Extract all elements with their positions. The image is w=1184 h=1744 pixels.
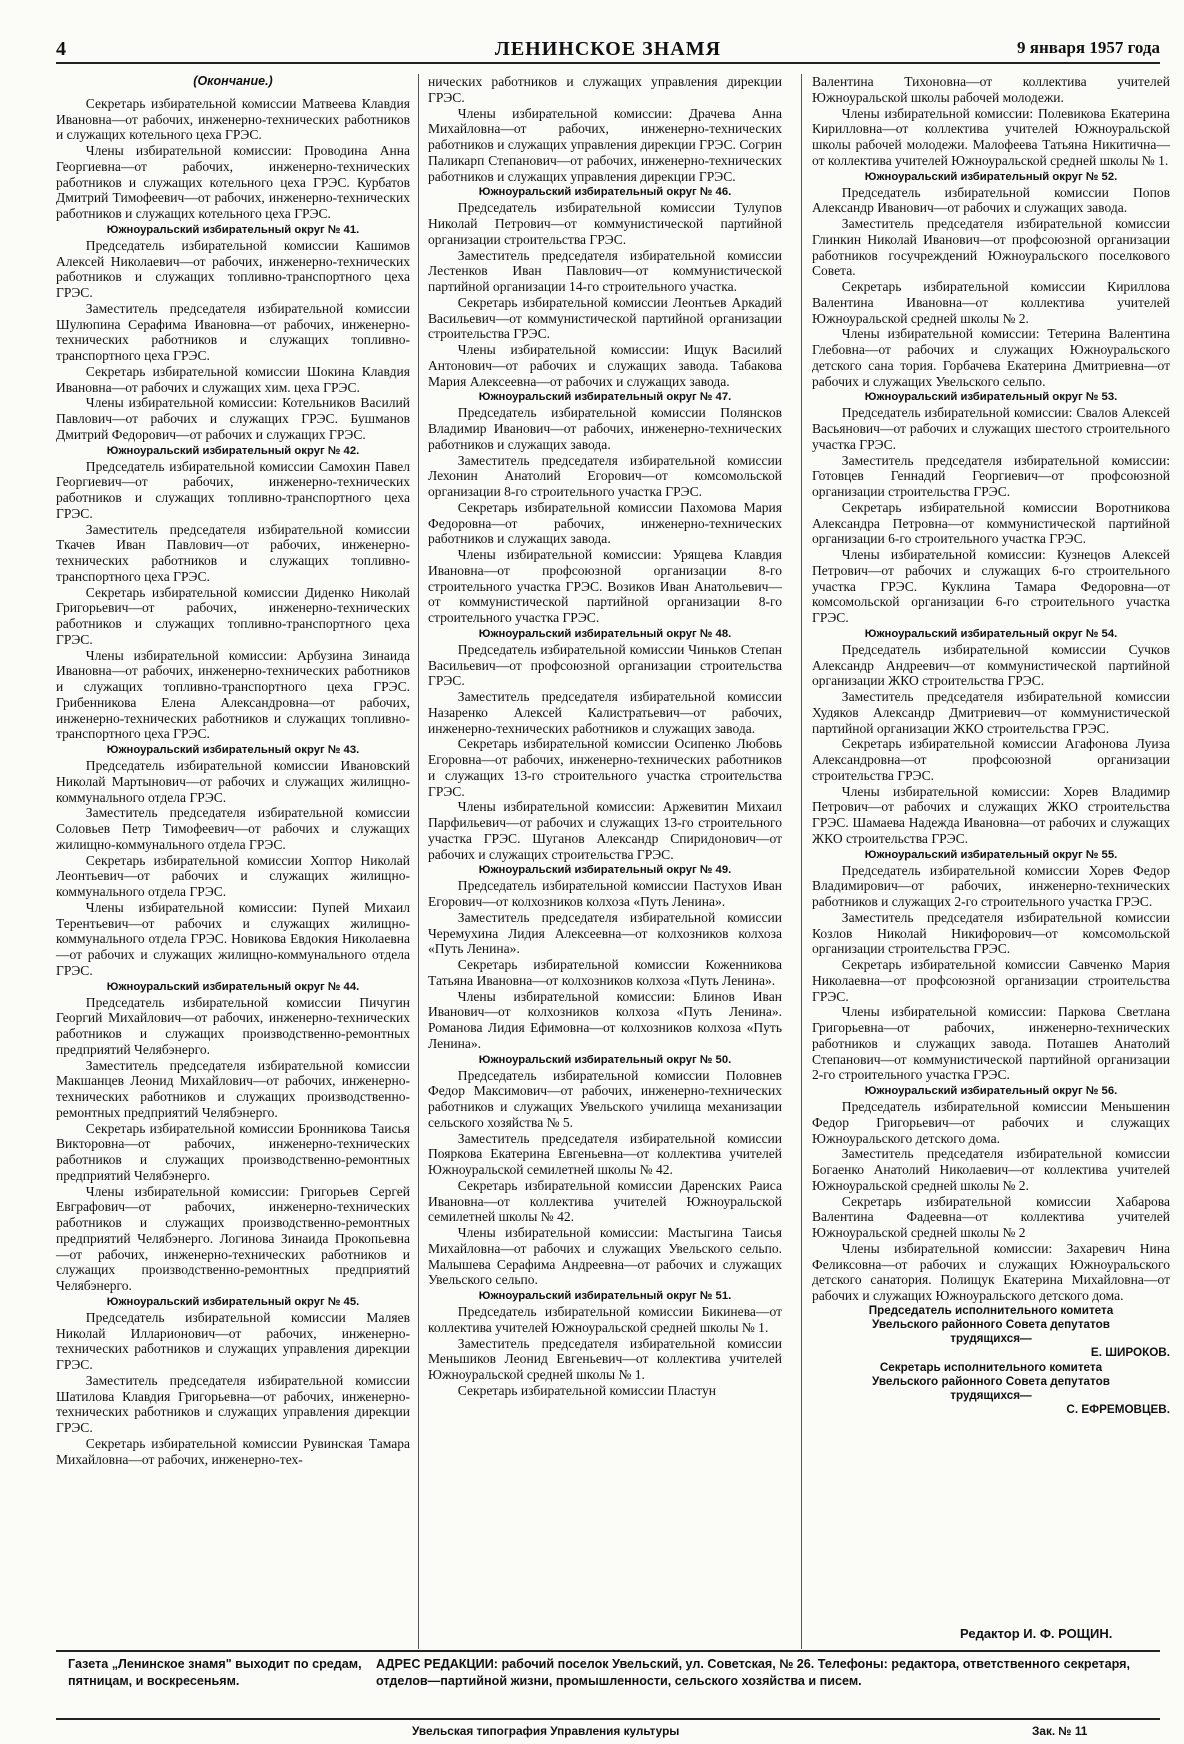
commission-paragraph: Заместитель председателя избирательной комиссии Меньшиков Леонид Евгеньевич—от коллектива учителей Южноуральской средней школы № 1. <box>428 1335 782 1382</box>
commission-paragraph: Секретарь избирательной комиссии Савченко Мария Николаевна—от профсоюзной организации строительства ГРЭС. <box>812 957 1170 1004</box>
commission-paragraph: Секретарь избирательной комиссии Осипенко Любовь Егоровна—от рабочих, инженерно-технических работников и служащих 13-го строительного участка строительства ГРЭС. <box>428 736 782 799</box>
commission-paragraph: Члены избирательной комиссии: Блинов Иван Иванович—от колхозников колхоза «Путь Ленина». Романова Лидия Ефимовна—от колхозников колхоза «Путь Ленина». <box>428 988 782 1051</box>
commission-paragraph: Секретарь избирательной комиссии Воротникова Александра Петровна—от коммунистической партийной организации 6-го строительного участка ГРЭС. <box>812 499 1170 547</box>
commission-paragraph: Члены избирательной комиссии: Григорьев Сергей Евграфович—от рабочих, инженерно-технических работников и служащих производственно-ремонтных предприятий Челябэнерго. Логинова Зинаида Прокопьевна—от рабочих, инженерно-технических работников и служащих производственно-ремонтных предприятий Челябэнерго. <box>56 1183 410 1293</box>
commission-paragraph: Председатель избирательной комиссии Ивановский Николай Мартынович—от рабочих и служащих жилищно-коммунального отдела ГРЭС. <box>56 758 410 805</box>
commission-paragraph: Заместитель председателя избирательной комиссии Макшанцев Леонид Михайлович—от рабочих, инженерно-технических работников и служащих производственно-ремонтных предприятий Челябэнерго. <box>56 1057 410 1120</box>
signature-block <box>812 1304 1170 1418</box>
commission-paragraph: Председатель избирательной комиссии Чиньков Степан Васильевич—от профсоюзной организации строительства ГРЭС. <box>428 641 782 689</box>
page-header <box>56 38 1160 58</box>
commission-paragraph: Председатель избирательной комиссии Хорев Федор Владимирович—от рабочих, инженерно-технических работников и служащих 2-го строительного участка ГРЭС. <box>812 862 1170 909</box>
signature-line: Секретарь исполнительного комитета <box>879 1360 1103 1374</box>
commission-paragraph: Секретарь избирательной комиссии Агафонова Луиза Александровна—от профсоюзной организации строительства ГРЭС. <box>812 736 1170 783</box>
commission-paragraph: Члены избирательной комиссии: Кузнецов Алексей Петрович—от рабочих и служащих 6-го строительного участка ГРЭС. Куклина Тамара Федоровна—от комсомольской организации 6-го строительного участка ГРЭС. <box>812 547 1170 625</box>
signatory-name: С. ЕФРЕМОВЦЕВ. <box>1066 1403 1170 1417</box>
district-heading: Южноуральский избирательный округ № 44. <box>106 980 360 993</box>
commission-paragraph: Секретарь избирательной комиссии Пахомова Мария Федоровна—от рабочих, инженерно-технических работников и служащих завода. <box>428 499 782 547</box>
commission-paragraph: Председатель избирательной комиссии Тулупов Николай Петрович—от коммунистической партийной организации строительства ГРЭС. <box>428 200 782 247</box>
publication-schedule: Газета „Ленинское знамя" выходит по средам, пятницам, и воскресеньям. <box>68 1657 362 1688</box>
district-heading: Южноуральский избирательный округ № 48. <box>478 627 732 640</box>
commission-paragraph: Секретарь избирательной комиссии Хабарова Валентина Фадеевна—от коллектива учителей Южноуральской средней школы № 2 <box>812 1193 1170 1240</box>
commission-paragraph: Секретарь избирательной комиссии Бронникова Таисья Викторовна—от рабочих, инженерно-технических работников и служащих производственно-ремонтных предприятий Челябэнерго. <box>56 1120 410 1183</box>
commission-paragraph: Председатель избирательной комиссии Полянсков Владимир Иванович—от рабочих, инженерно-технических работников и служащих завода. <box>428 405 782 452</box>
commission-paragraph: Секретарь избирательной комиссии Хоптор Николай Леонтьевич—от рабочих и служащих жилищно-коммунального отдела ГРЭС. <box>56 852 410 899</box>
commission-paragraph: Члены избирательной комиссии: Мастыгина Таисья Михайловна—от рабочих и служащих Увельского сельпо. Малышева Серафима Андреевна—от рабочих и служащих Увельского сельпо. <box>428 1225 782 1288</box>
commission-paragraph: Члены избирательной комиссии: Арбузина Зинаида Ивановна—от рабочих, инженерно-технических работников и служащих топливно-транспортного цеха ГРЭС. Грибенникова Елена Александровна—от рабочих, инженерно-технических работников и служащих топливно-транспортного цеха ГРЭС. <box>56 647 410 742</box>
page-number: 4 <box>56 38 66 60</box>
editorial-address: АДРЕС РЕДАКЦИИ: рабочий поселок Увельский, ул. Советская, № 26. Телефоны: редактора, ответственного секретаря, отделов—партийной жизни, промышленности, сельского хозяйства и писем. <box>376 1657 1130 1688</box>
commission-paragraph: Члены избирательной комиссии: Урящева Клавдия Ивановна—от профсоюзной организации 8-го строительного участка ГРЭС. Возиков Иван Анатольевич—от коммунистической партийной организации 8-го строительного участка ГРЭС. <box>428 547 782 625</box>
commission-paragraph: Секретарь избирательной комиссии Кириллова Валентина Ивановна—от коллектива учителей Южноуральской средней школы № 2. <box>812 279 1170 326</box>
commission-paragraph: Секретарь избирательной комиссии Пластун <box>457 1382 717 1398</box>
commission-paragraph: Секретарь избирательной комиссии Коженникова Татьяна Ивановна—от колхозников колхоза «Путь Ленина». <box>428 957 782 988</box>
district-heading: Южноуральский избирательный округ № 47. <box>478 391 732 404</box>
signature-line: Увельского районного Совета депутатов <box>872 1374 1110 1388</box>
footer-rule <box>56 1650 1160 1652</box>
commission-paragraph: Председатель избирательной комиссии Меньшенин Федор Григорьевич—от рабочих и служащих Южноуральского детского дома. <box>812 1099 1170 1146</box>
commission-paragraph: Председатель избирательной комиссии Самохин Павел Георгиевич—от рабочих, инженерно-технических работников и служащих топливно-транспортного цеха ГРЭС. <box>56 458 410 521</box>
column-2 <box>428 74 782 1399</box>
commission-paragraph: Заместитель председателя избирательной комиссии Богаенко Анатолий Николаевич—от коллектива учителей Южноуральской средней школы № 2. <box>812 1146 1170 1193</box>
signature-line: Увельского районного Совета депутатов <box>872 1317 1110 1331</box>
district-heading: Южноуральский избирательный округ № 45. <box>106 1295 360 1308</box>
district-heading: Южноуральский избирательный округ № 43. <box>106 744 360 756</box>
commission-paragraph: Члены избирательной комиссии: Ищук Василий Антонович—от рабочих и служащих завода. Табакова Мария Алексеевна—от рабочих и служащих завода. <box>428 342 782 389</box>
commission-paragraph: Председатель избирательной комиссии Сучков Александр Андреевич—от коммунистической партийной организации ЖКО строительства ГРЭС. <box>812 641 1170 689</box>
district-heading: Южноуральский избирательный округ № 41. <box>106 223 360 236</box>
commission-paragraph: Заместитель председателя избирательной комиссии Назаренко Алексей Калистратьевич—от рабочих, инженерно-технических работников и служащих завода. <box>428 689 782 736</box>
commission-paragraph: Председатель избирательной комиссии Половнев Федор Максимович—от рабочих, инженерно-технических работников и служащих Увельского училища механизации сельского хозяйства № 5. <box>428 1067 782 1130</box>
commission-paragraph: Председатель избирательной комиссии Пичугин Георгий Михайлович—от рабочих, инженерно-технических работников и служащих производственно-ремонтных предприятий Челябэнерго. <box>56 994 410 1057</box>
header-rule <box>56 62 1160 64</box>
commission-paragraph: Члены избирательной комиссии: Пупей Михаил Терентьевич—от рабочих и служащих жилищно-коммунального отдела ГРЭС. Новикова Евдокия Николаевна—от рабочих и служащих жилищно-коммунального отдела ГРЭС. <box>56 899 410 978</box>
commission-paragraph: Заместитель председателя избирательной комиссии Соловьев Петр Тимофеевич—от рабочих и служащих жилищно-коммунального отдела ГРЭС. <box>56 805 410 852</box>
commission-paragraph: Секретарь избирательной комиссии Даренских Раиса Ивановна—от коллектива учителей Южноуральской семилетней школы № 42. <box>428 1177 782 1225</box>
editor-credit: Редактор И. Ф. РОЩИН. <box>960 1626 1113 1641</box>
commission-paragraph: Заместитель председателя избирательной комиссии Худяков Александр Дмитриевич—от коммунистической партийной организации ЖКО строительства ГРЭС. <box>812 689 1170 736</box>
order-number: Зак. № 11 <box>1032 1724 1088 1738</box>
commission-paragraph: Члены избирательной комиссии: Хорев Владимир Петрович—от рабочих и служащих ЖКО строительства ГРЭС. Шамаева Надежда Ивановна—от рабочих и служащих ЖКО строительства ГРЭС. <box>812 783 1170 846</box>
commission-paragraph: Секретарь избирательной комиссии Диденко Николай Григорьевич—от рабочих, инженерно-технических работников и служащих топливно-транспортного цеха ГРЭС. <box>56 584 410 647</box>
printer-credit: Увельская типография Управления культуры <box>412 1724 680 1738</box>
commission-paragraph: Члены избирательной комиссии: Проводина Анна Георгиевна—от рабочих, инженерно-технических работников и служащих котельного цеха ГРЭС. Курбатов Дмитрий Тимофеевич—от рабочих, инженерно-технических работников и служащих котельного цеха ГРЭС. <box>56 143 410 221</box>
issue-date: 9 января 1957 года <box>1017 38 1160 57</box>
district-heading: Южноуральский избирательный округ № 42. <box>106 444 360 457</box>
commission-paragraph: Заместитель председателя избирательной комиссии Лехонин Анатолий Егорович—от комсомольской организации 8-го строительного участка ГРЭС. <box>428 452 782 499</box>
commission-paragraph: Заместитель председателя избирательной комиссии Козлов Николай Никифорович—от комсомольской организации строительства ГРЭС. <box>812 909 1170 957</box>
commission-paragraph: Члены избирательной комиссии: Тетерина Валентина Глебовна—от рабочих и служащих Южноуральского детского сана тория. Горбачева Екатерина Дмитриевна—от рабочих и служащих Увельского сельпо. <box>812 326 1170 389</box>
commission-paragraph: Члены избирательной комиссии: Полевикова Екатерина Кирилловна—от коллектива учителей Южноуральской школы рабочей молодежи. Малофеева Татьяна Никитична—от коллектива учителей Южноуральской средней школы № 1. <box>812 105 1170 168</box>
column-1 <box>56 74 410 1467</box>
commission-paragraph: Заместитель председателя избирательной комиссии Шулюпина Серафима Ивановна—от рабочих, инженерно-технических работников и служащих топливно-транспортного цеха ГРЭС. <box>56 300 410 363</box>
district-heading: Южноуральский избирательный округ № 56. <box>864 1085 1118 1097</box>
commission-paragraph: Секретарь избирательной комиссии Шокина Клавдия Ивановна—от рабочих и служащих хим. цеха ГРЭС. <box>56 363 410 395</box>
commission-paragraph: Заместитель председателя избирательной комиссии: Готовцев Геннадий Георгиевич—от профсоюзной организации строительства ГРЭС. <box>812 452 1170 499</box>
district-heading: Южноуральский избирательный округ № 46. <box>478 186 732 199</box>
commission-paragraph: Секретарь избирательной комиссии Леонтьев Аркадий Васильевич—от коммунистической партийной организации строительства ГРЭС. <box>428 294 782 342</box>
continuation-note: (Окончание.) <box>193 74 273 88</box>
footer-bottom-rule <box>56 1718 1160 1720</box>
commission-paragraph: Заместитель председателя избирательной комиссии Глинкин Николай Иванович—от профсоюзной организации работников госучреждений Южноуральского поселкового Совета. <box>812 216 1170 279</box>
commission-paragraph: Заместитель председателя избирательной комиссии Черемухина Лидия Алексеевна—от колхозников колхоза «Путь Ленина». <box>428 909 782 957</box>
column-divider <box>418 74 419 1649</box>
signature-line: Председатель исполнительного комитета <box>868 1303 1114 1317</box>
commission-paragraph: Председатель избирательной комиссии Кашимов Алексей Николаевич—от рабочих, инженерно-технических работников и служащих топливно-транспортного цеха ГРЭС. <box>56 237 410 300</box>
commission-paragraph: Председатель избирательной комиссии Пастухов Иван Егорович—от колхозников колхоза «Путь Ленина». <box>428 878 782 909</box>
commission-paragraph: Заместитель председателя избирательной комиссии Лестенков Иван Павлович—от коммунистической партийной организации 14-го строительного участка. <box>428 247 782 294</box>
district-heading: Южноуральский избирательный округ № 52. <box>864 170 1118 183</box>
commission-paragraph: Члены избирательной комиссии: Драчева Анна Михайловна—от рабочих, инженерно-технических работников и служащих управления дирекции ГРЭС. Согрин Паликарп Степанович—от рабочих, инженерно-технических работников и служащих управления дирекции ГРЭС. <box>428 105 782 184</box>
commission-paragraph: Секретарь избирательной комиссии Матвеева Клавдия Ивановна—от рабочих, инженерно-технических работников и служащих котельного цеха ГРЭС. <box>56 95 410 143</box>
commission-paragraph: Председатель избирательной комиссии Попов Александр Иванович—от рабочих и служащих завода. <box>812 184 1170 216</box>
district-heading: Южноуральский избирательный округ № 54. <box>864 627 1118 640</box>
commission-paragraph: Члены избирательной комиссии: Паркова Светлана Григорьевна—от рабочих, инженерно-технических работников и служащих завода. Поташев Анатолий Степанович—от коммунистической партийной организации 2-го строительного участка ГРЭС. <box>812 1004 1170 1083</box>
commission-paragraph: Заместитель председателя избирательной комиссии Пояркова Екатерина Евгеньевна—от коллектива учителей Южноуральской семилетней школы № 42. <box>428 1130 782 1177</box>
district-heading: Южноуральский избирательный округ № 49. <box>478 864 732 877</box>
newspaper-title: ЛЕНИНСКОЕ ЗНАМЯ <box>494 38 722 60</box>
district-heading: Южноуральский избирательный округ № 51. <box>478 1290 732 1302</box>
commission-paragraph: Председатель избирательной комиссии Бикинева—от коллектива учителей Южноуральской средней школы № 1. <box>428 1304 782 1335</box>
commission-paragraph: Заместитель председателя избирательной комиссии Ткачев Иван Павлович—от рабочих, инженерно-технических работников и служащих топливно-транспортного цеха ГРЭС. <box>56 521 410 584</box>
commission-paragraph: Члены избирательной комиссии: Котельников Василий Павлович—от рабочих и служащих ГРЭС. Бушманов Дмитрий Федорович—от рабочих и служащих ГРЭС. <box>56 395 410 442</box>
commission-paragraph: Председатель избирательной комиссии: Свалов Алексей Васьянович—от рабочих и служащих шестого строительного участка ГРЭС. <box>812 405 1170 452</box>
signatory-name: Е. ШИРОКОВ. <box>1090 1346 1170 1360</box>
column-divider <box>801 74 802 1649</box>
commission-paragraph: Члены избирательной комиссии: Аржевитин Михаил Парфильевич—от рабочих и служащих 13-го строительного участка ГРЭС. Шуганов Александр Спиридонович—от рабочих и служащих строительства ГРЭС. <box>428 799 782 862</box>
district-heading: Южноуральский избирательный округ № 53. <box>864 391 1118 404</box>
commission-paragraph: Секретарь избирательной комиссии Рувинская Тамара Михайловна—от рабочих, инженерно-тех- <box>56 1435 410 1467</box>
signature-line: трудящихся— <box>950 1332 1032 1346</box>
signature-line: трудящихся— <box>950 1388 1032 1402</box>
column-3 <box>812 74 1170 1417</box>
district-heading: Южноуральский избирательный округ № 55. <box>864 848 1118 861</box>
district-heading: Южноуральский избирательный округ № 50. <box>478 1053 732 1066</box>
continued-paragraph: Валентина Тихоновна—от коллектива учителей Южноуральской школы рабочей молодежи. <box>812 74 1170 105</box>
continued-paragraph: нических работников и служащих управления дирекции ГРЭС. <box>428 74 782 105</box>
commission-paragraph: Заместитель председателя избирательной комиссии Шатилова Клавдия Григорьевна—от рабочих, инженерно-технических работников и служащих управления дирекции ГРЭС. <box>56 1372 410 1435</box>
commission-paragraph: Члены избирательной комиссии: Захаревич Нина Феликсовна—от рабочих и служащих Южноуральского детского санатория. Полищук Екатерина Михайловна—от рабочих и служащих Южноуральского детского дома. <box>812 1240 1170 1303</box>
commission-paragraph: Председатель избирательной комиссии Маляев Николай Илларионович—от рабочих, инженерно-технических работников и служащих управления дирекции ГРЭС. <box>56 1309 410 1372</box>
